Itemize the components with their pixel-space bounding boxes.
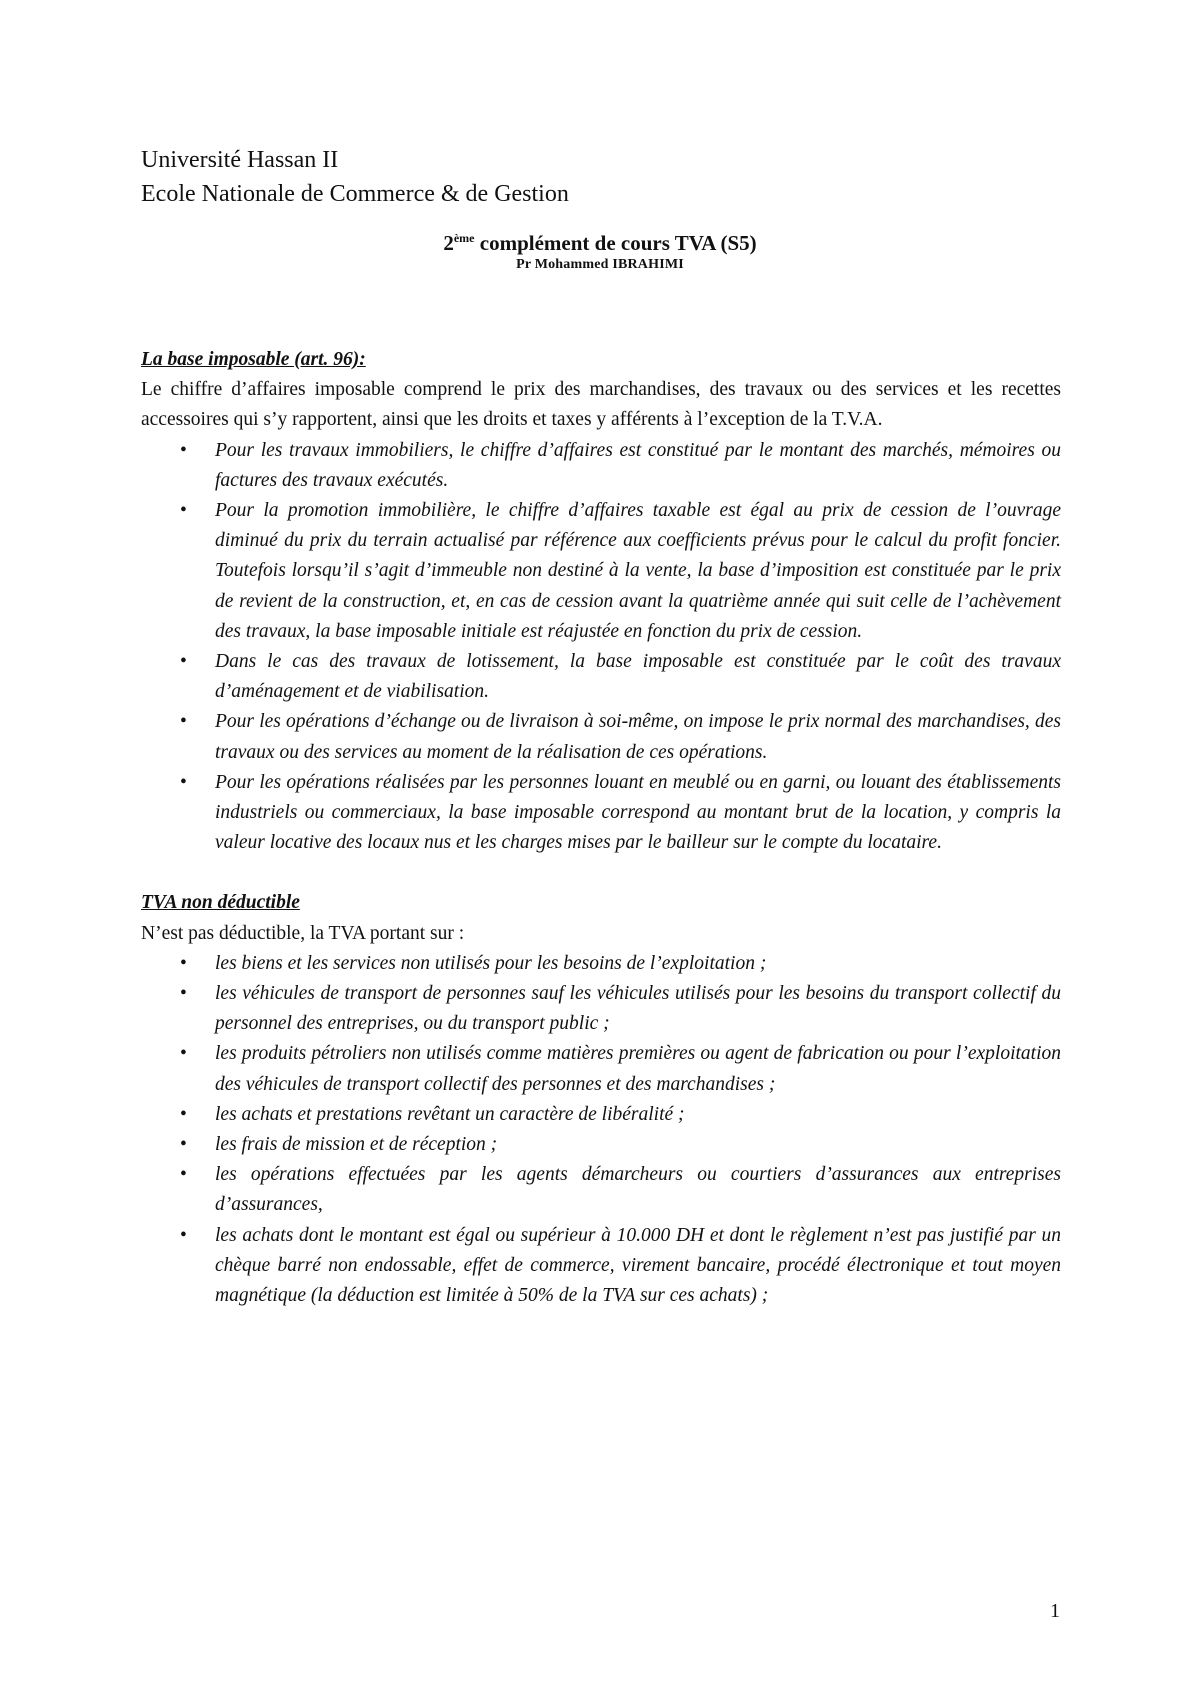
title-text: complément de cours TVA (S5) xyxy=(474,231,757,255)
bullet-icon: • xyxy=(180,1103,187,1125)
title-number: 2 xyxy=(443,231,454,255)
bullet-icon: • xyxy=(180,1164,187,1186)
list-item: • Pour les opérations d’échange ou de livraison à soi-même, on impose le prix normal des marchandises, des travaux ou des services au moment de la réalisation de ces opérations. xyxy=(215,707,1061,767)
list-item: • les frais de mission et de réception ; xyxy=(215,1130,1061,1160)
section-spacer xyxy=(141,858,1061,888)
bullet-icon: • xyxy=(180,651,187,673)
document-title xyxy=(0,230,1200,256)
list-item: • Dans le cas des travaux de lotissement, la base imposable est constituée par le coût des travaux d’aménagement et de viabilisation. xyxy=(215,647,1061,707)
section-intro-tva-non-deductible: N’est pas déductible, la TVA portant sur : xyxy=(141,922,465,944)
list-item: • Pour les opérations réalisées par les personnes louant en meublé ou en garni, ou louant des établissements industriels ou commerciaux, la base imposable correspond au montant brut de la location, y compris la valeur locative des locaux nus et les charges mises par le bailleur sur le compte du locataire. xyxy=(215,768,1061,859)
school-name: Ecole Nationale de Commerce & de Gestion xyxy=(141,181,569,207)
section-intro-base-imposable: Le chiffre d’affaires imposable comprend le prix des marchandises, des travaux ou des services et les recettes accessoires qui s’y rapportent, ainsi que les droits et taxes y afférents à l’exception de la T.V.A. xyxy=(141,379,1061,431)
document-author: Pr Mohammed IBRAHIMI xyxy=(516,257,684,272)
list-item: • les opérations effectuées par les agents démarcheurs ou courtiers d’assurances aux entreprises d’assurances, xyxy=(215,1160,1061,1220)
institution-header xyxy=(141,143,569,211)
bullet-icon: • xyxy=(180,1043,187,1065)
bullet-icon: • xyxy=(180,500,187,522)
bullet-icon: • xyxy=(180,1224,187,1246)
list-item: • Pour la promotion immobilière, le chiffre d’affaires taxable est égal au prix de cession de l’ouvrage diminué du prix du terrain actualisé par référence aux coefficients prévus pour le calcul du profit foncier. Toutefois lorsqu’il s’agit d’immeuble non destiné à la vente, la base d’imposition est constituée par le prix de revient de la construction, et, en cas de cession avant la quatrième année qui suit celle de l’achèvement des travaux, la base imposable initiale est réajustée en fonction du prix de cession. xyxy=(215,496,1061,647)
bullet-icon: • xyxy=(180,711,187,733)
list-item: • les achats et prestations revêtant un caractère de libéralité ; xyxy=(215,1100,1061,1130)
page-number: 1 xyxy=(1050,1600,1060,1622)
section-heading-base-imposable: La base imposable (art. 96): xyxy=(141,349,366,370)
list-item: • les achats dont le montant est égal ou supérieur à 10.000 DH et dont le règlement n’est pas justifié par un chèque barré non endossable, effet de commerce, virement bancaire, procédé électronique et tout moyen magnétique (la déduction est limitée à 50% de la TVA sur ces achats) ; xyxy=(215,1221,1061,1312)
bullet-list-base-imposable xyxy=(141,436,1061,859)
title-block xyxy=(0,230,1200,274)
list-item: • les biens et les services non utilisés pour les besoins de l’exploitation ; xyxy=(215,949,1061,979)
bullet-icon: • xyxy=(180,983,187,1005)
section-heading-tva-non-deductible: TVA non déductible xyxy=(141,892,300,914)
title-superscript: ème xyxy=(453,231,475,245)
bullet-list-tva-non-deductible xyxy=(141,949,1061,1311)
bullet-icon: • xyxy=(180,1134,187,1156)
university-name: Université Hassan II xyxy=(141,147,339,173)
bullet-icon: • xyxy=(180,952,187,974)
list-item: • les véhicules de transport de personnes sauf les véhicules utilisés pour les besoins du transport collectif du personnel des entreprises, ou du transport public ; xyxy=(215,979,1061,1039)
bullet-icon: • xyxy=(180,439,187,461)
document-body xyxy=(141,345,1061,1311)
list-item: • Pour les travaux immobiliers, le chiffre d’affaires est constitué par le montant des marchés, mémoires ou factures des travaux exécutés. xyxy=(215,436,1061,496)
bullet-icon: • xyxy=(180,771,187,793)
list-item: • les produits pétroliers non utilisés comme matières premières ou agent de fabrication ou pour l’exploitation des véhicules de transport collectif des personnes et des marchandises ; xyxy=(215,1039,1061,1099)
